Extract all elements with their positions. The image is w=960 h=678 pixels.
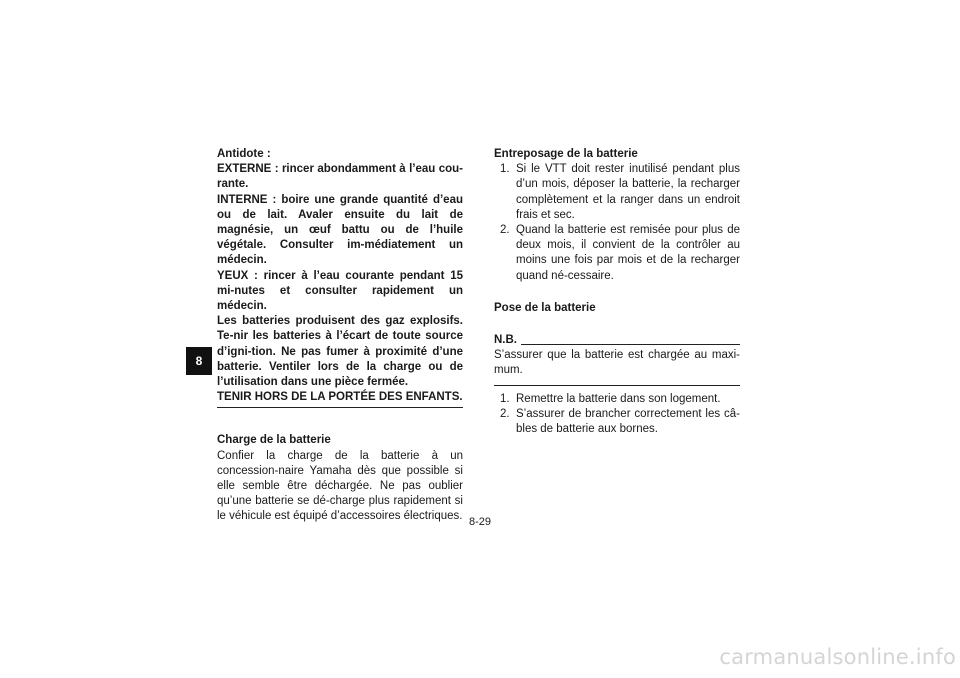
warning-explosive-gas: Les batteries produisent des gaz explosifs. Te-nir les batteries à l’écart de toute source d’igni-tion. Ne pas fumer à proximité d’une batterie. Ventiler lors de la charge ou de l’utilisation dans une pièce fermée. <box>217 315 463 389</box>
list-item <box>494 407 740 437</box>
warning-internal: INTERNE : boire une grande quantité d’eau ou de lait. Avaler ensuite du lait de magnésie, un œuf battu ou de l’huile végétale. Consulter im-médiatement un médecin. <box>217 193 463 267</box>
install-steps <box>494 392 740 438</box>
step-text: Si le VTT doit rester inutilisé pendant plus d’un mois, déposer la batterie, la recharger complètement et la ranger dans un endroit frais et sec. <box>516 163 740 221</box>
warning-block <box>217 147 463 408</box>
list-item <box>494 223 740 284</box>
list-item <box>494 162 740 223</box>
step-text: Quand la batterie est remisée pour plus de deux mois, il convient de la contrôler au moins une fois par mois et de la recharger quand né-cessaire. <box>516 224 740 282</box>
list-item <box>494 392 740 407</box>
note-end-rule <box>494 379 740 386</box>
charge-heading: Charge de la batterie <box>217 434 331 447</box>
warning-antidote: Antidote : <box>217 148 271 160</box>
left-column <box>217 147 463 525</box>
install-heading: Pose de la batterie <box>494 301 596 314</box>
note-label: N.B. <box>494 334 517 347</box>
step-text: Remettre la batterie dans son logement. <box>516 392 721 405</box>
page-number: 8-29 <box>468 516 492 528</box>
step-number: 1. <box>500 392 510 405</box>
step-number: 1. <box>500 163 510 176</box>
warning-eyes: YEUX : rincer à l’eau courante pendant 15 mi-nutes et consulter rapidement un médecin. <box>217 269 463 313</box>
note-rule <box>521 344 740 345</box>
watermark: carmanualsonline.info <box>719 645 956 669</box>
warning-external: EXTERNE : rincer abondamment à l’eau cou-rante. <box>217 163 463 191</box>
step-number: 2. <box>500 407 510 420</box>
right-column <box>494 147 740 437</box>
storage-steps <box>494 162 740 284</box>
warning-children: TENIR HORS DE LA PORTÉE DES ENFANTS. <box>217 391 463 404</box>
storage-heading: Entreposage de la batterie <box>494 148 638 160</box>
note-text: S’assurer que la batterie est chargée au maxi-mum. <box>494 349 740 377</box>
chapter-tab: 8 <box>186 347 212 375</box>
note-header <box>494 333 740 348</box>
step-text: S’assurer de brancher correctement les câ-bles de batterie aux bornes. <box>516 407 740 436</box>
charge-text: Confier la charge de la batterie à un concession-naire Yamaha dès que possible si elle semble être déchargée. Ne pas oublier qu’une batterie se dé-charge plus rapidement si le véhicule est équipé d’accessoires électriques. <box>217 449 463 523</box>
step-number: 2. <box>500 224 510 237</box>
